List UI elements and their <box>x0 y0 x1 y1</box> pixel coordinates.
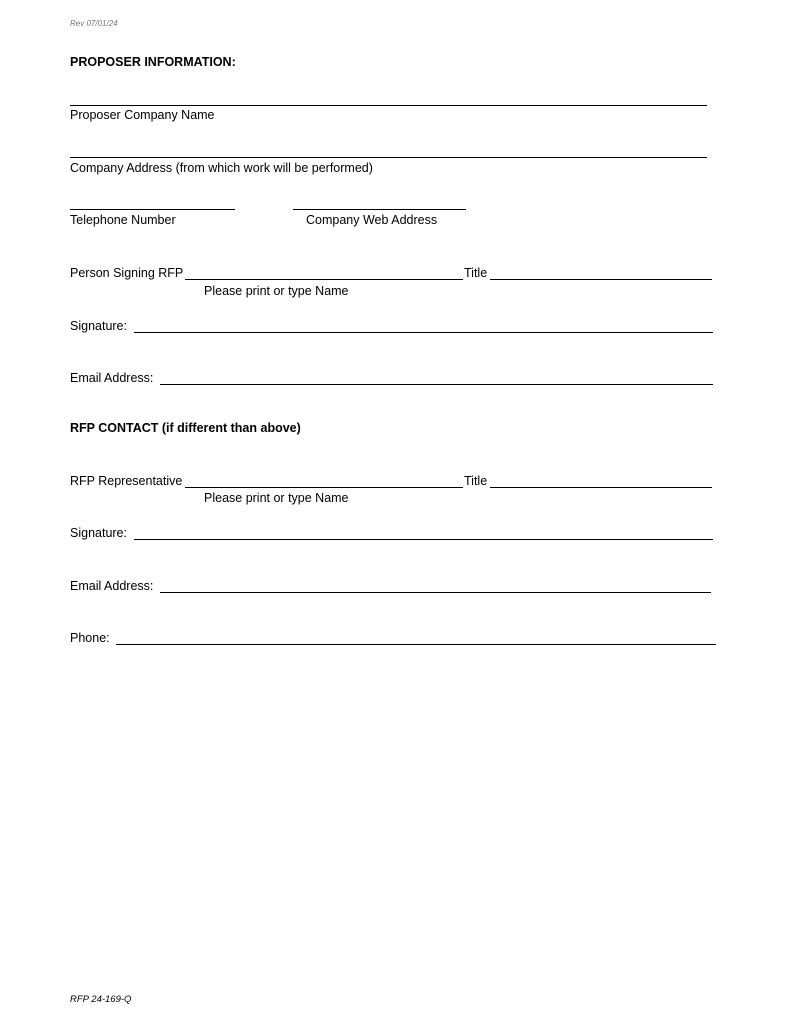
title-label: Title <box>464 266 488 280</box>
contact-print-name-hint: Please print or type Name <box>204 491 349 505</box>
contact-phone-label: Phone: <box>70 631 110 645</box>
contact-phone-line[interactable] <box>116 644 716 645</box>
proposer-heading: PROPOSER INFORMATION: <box>70 55 236 69</box>
person-signing-line[interactable] <box>185 279 463 280</box>
representative-label: RFP Representative <box>70 474 183 488</box>
contact-title-line[interactable] <box>490 487 712 488</box>
rfp-number-footer: RFP 24-169-Q <box>70 994 132 1005</box>
telephone-label: Telephone Number <box>70 213 176 227</box>
contact-email-line[interactable] <box>160 592 711 593</box>
company-name-label: Proposer Company Name <box>70 108 215 122</box>
title-line[interactable] <box>490 279 712 280</box>
print-name-hint: Please print or type Name <box>204 284 349 298</box>
company-name-line[interactable] <box>70 105 707 106</box>
revision-date: Rev 07/01/24 <box>70 19 118 28</box>
telephone-line[interactable] <box>70 209 235 210</box>
contact-title-label: Title <box>464 474 488 488</box>
web-address-line[interactable] <box>293 209 466 210</box>
contact-signature-label: Signature: <box>70 526 127 540</box>
company-address-label: Company Address (from which work will be performed) <box>70 161 373 175</box>
contact-heading: RFP CONTACT (if different than above) <box>70 421 301 435</box>
email-line[interactable] <box>160 384 713 385</box>
person-signing-label: Person Signing RFP <box>70 266 184 280</box>
signature-label: Signature: <box>70 319 127 333</box>
signature-line[interactable] <box>134 332 713 333</box>
contact-email-label: Email Address: <box>70 579 154 593</box>
company-address-line[interactable] <box>70 157 707 158</box>
representative-line[interactable] <box>185 487 463 488</box>
contact-signature-line[interactable] <box>134 539 713 540</box>
web-address-label: Company Web Address <box>306 213 438 227</box>
email-label: Email Address: <box>70 371 154 385</box>
